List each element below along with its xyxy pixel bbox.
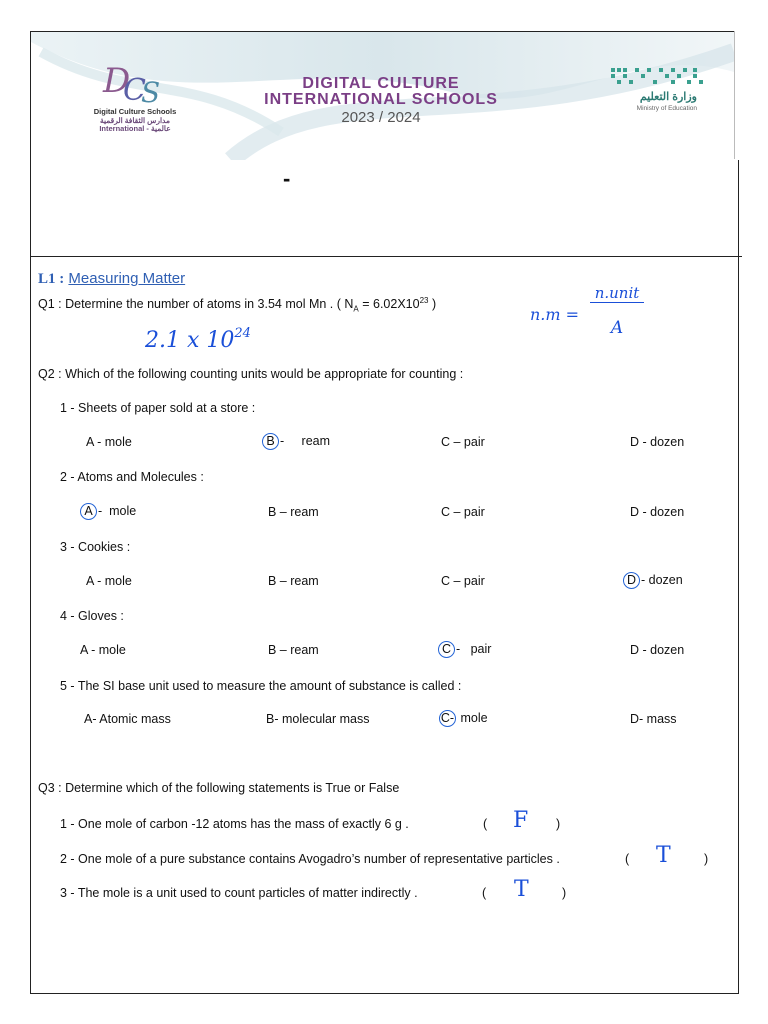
banner-title-line2: INTERNATIONAL SCHOOLS [264,91,498,108]
q3-item-3-answer[interactable]: T [514,877,529,902]
header-divider [30,256,742,257]
q3-item-2-close-paren: ) [704,852,709,866]
q2-item-2-option-b[interactable]: B – ream [268,505,319,519]
q2-item-3-option-c[interactable]: C – pair [441,574,485,588]
svg-text:D: D [103,61,131,101]
selected-circle: D [623,572,640,589]
q2-item-2-option-d[interactable]: D - dozen [630,505,685,519]
q1-formula-numerator: n.unit [590,284,644,303]
question-3: Q3 : Determine which of the following statements is True or False [38,781,400,795]
q2-item-2-option-c[interactable]: C – pair [441,505,485,519]
school-name-ar: مدارس الثقافة الرقمية [99,115,170,125]
q2-item-1-option-c[interactable]: C – pair [441,435,485,449]
banner-year: 2023 / 2024 [341,109,421,126]
q3-item-1-close-paren: ) [556,817,561,831]
lesson-tag: L1 : [38,271,65,287]
frame-right-border-top [734,31,735,159]
q3-item-2-open-paren: ( [625,852,630,866]
q2-item-1-option-a[interactable]: A - mole [86,435,132,449]
frame-bottom-border [30,993,739,994]
q2-item-4-label: 4 - Gloves : [60,609,124,623]
svg-text:S: S [141,76,161,109]
lesson-title: Measuring Matter [68,270,186,287]
question-2: Q2 : Which of the following counting units would be appropriate for counting : [38,367,464,381]
ministry-name-ar: وزارة التعليم [639,91,697,103]
question-1: Q1 : Determine the number of atoms in 3.54 mol Mn . ( $N_A = 6.02X10^{23}$ ) [38,296,437,314]
selected-circle: C [438,641,455,658]
lesson-heading [38,270,185,288]
q2-item-5-option-d[interactable]: D- mass [630,712,677,726]
header-banner [31,32,734,160]
q3-item-2-label: 2 - One mole of a pure substance contains Avogadro’s number of representative particles . [60,852,560,866]
q2-item-5-option-b[interactable]: B- molecular mass [266,712,370,726]
q1-formula-denominator: A [610,318,624,338]
svg-text:C: C [123,73,146,108]
q3-item-1-label: 1 - One mole of carbon -12 atoms has the mass of exactly 6 g . [60,817,409,831]
selected-circle: C- [440,711,455,725]
q2-item-3-option-b[interactable]: B – ream [268,574,319,588]
q2-item-1-label: 1 - Sheets of paper sold at a store : [60,401,256,415]
frame-right-border [738,160,739,994]
q3-item-3-close-paren: ) [562,886,567,900]
q2-item-4-option-b[interactable]: B – ream [268,643,319,657]
ministry-name-en: Ministry of Education [636,105,697,112]
q3-item-3-open-paren: ( [482,886,487,900]
q2-item-1-option-b[interactable]: B - ream [262,433,330,450]
selected-circle: B [262,433,279,450]
q3-item-2-answer[interactable]: T [656,843,671,868]
q2-item-3-option-d[interactable]: D - dozen [623,572,683,589]
q2-item-5-option-c[interactable]: C- mole [440,711,488,725]
q3-item-1-open-paren: ( [483,817,488,831]
q2-item-1-option-d[interactable]: D - dozen [630,435,685,449]
school-name-en: Digital Culture Schools [93,107,177,116]
school-name-international: International - عالمية [99,124,171,133]
q3-item-3-label: 3 - The mole is a unit used to count particles of matter indirectly . [60,886,418,900]
q1-handwritten-formula-lhs: n.m = [530,305,580,324]
frame-left-border [30,31,31,994]
selected-circle: A [80,503,97,520]
banner-title-line1: DIGITAL CULTURE [302,75,460,92]
q2-item-4-option-c[interactable]: C - pair [438,641,491,658]
q2-item-3-label: 3 - Cookies : [60,540,131,554]
q2-item-4-option-a[interactable]: A - mole [80,643,126,657]
q2-item-5-option-a[interactable]: A- Atomic mass [84,712,171,726]
q2-item-4-option-d[interactable]: D - dozen [630,643,685,657]
header-dash: - [283,166,291,191]
q2-item-5-label: 5 - The SI base unit used to measure the amount of substance is called : [60,679,462,693]
q1-handwritten-answer: 2.1 x $10^{24}$ [145,326,251,353]
q2-item-2-label: 2 - Atoms and Molecules : [60,470,204,484]
q2-item-3-option-a[interactable]: A - mole [86,574,132,588]
q3-item-1-answer[interactable]: F [513,808,529,833]
q2-item-2-option-a[interactable]: A - mole [80,503,136,520]
